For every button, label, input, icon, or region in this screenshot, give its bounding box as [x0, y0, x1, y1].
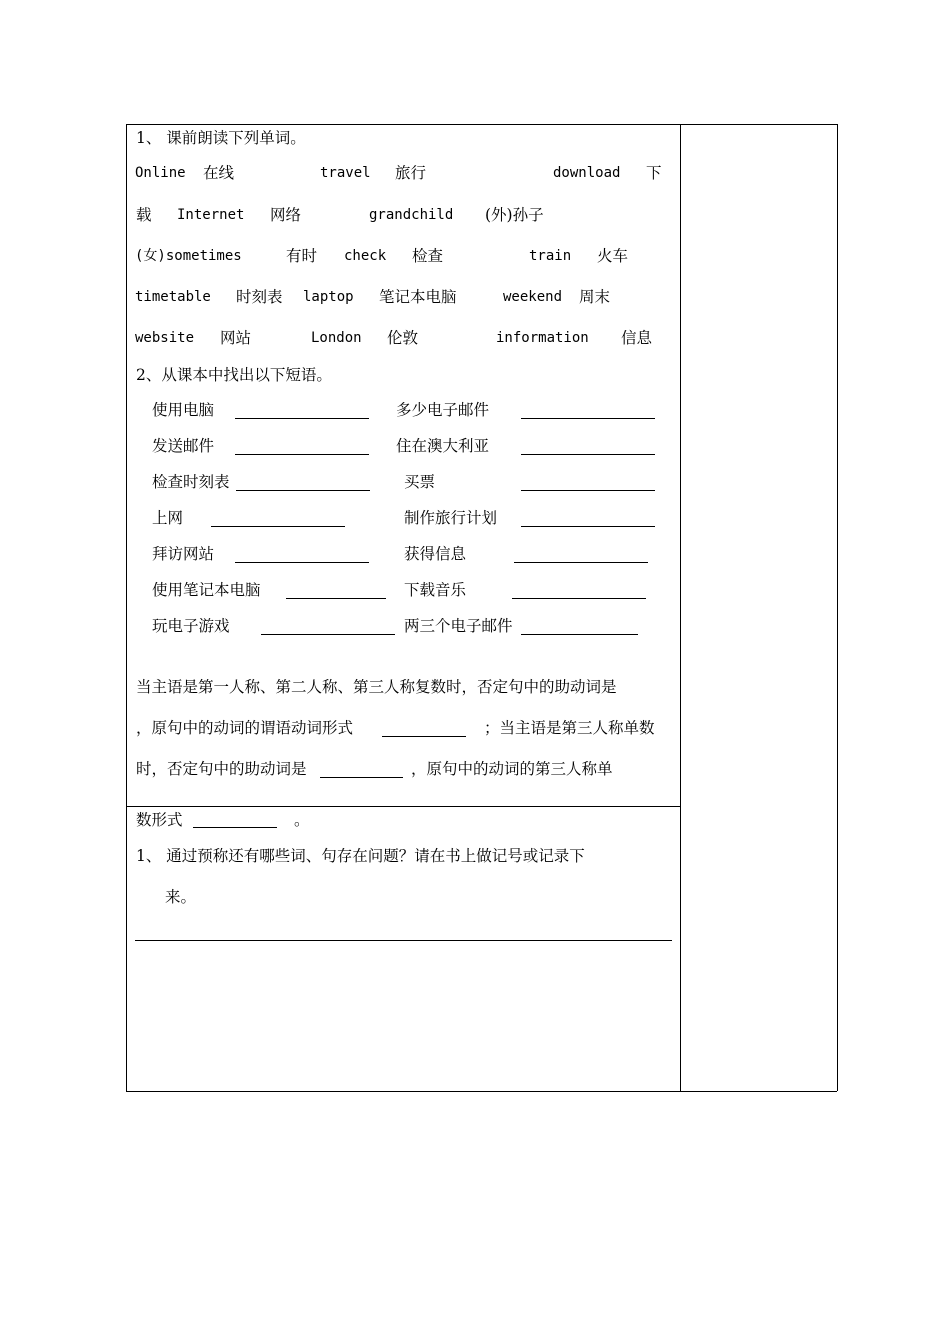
word: 时刻表	[236, 288, 283, 306]
answer-blank[interactable]	[514, 562, 648, 563]
table-column-divider	[680, 124, 681, 1091]
phrase: 制作旅行计划	[404, 509, 498, 527]
phrase: 玩电子游戏	[152, 617, 230, 635]
table-bottom-border	[126, 1091, 837, 1092]
word: weekend	[503, 289, 563, 305]
answer-blank[interactable]	[286, 598, 386, 599]
word: check	[344, 248, 387, 264]
word: travel	[320, 165, 371, 181]
word: 网站	[220, 329, 252, 347]
answer-blank[interactable]	[235, 562, 369, 563]
word: 伦敦	[387, 329, 419, 347]
table-left-border	[126, 124, 127, 1091]
phrase: 买票	[404, 473, 436, 491]
grammar-line: 时，否定句中的助动词是	[136, 760, 307, 778]
answer-blank[interactable]	[382, 736, 466, 737]
question-line: 来。	[165, 888, 197, 906]
answer-blank[interactable]	[261, 634, 395, 635]
section1-heading: 1、 课前朗读下列单词。	[136, 129, 306, 147]
word: Internet	[177, 207, 245, 223]
word: 笔记本电脑	[379, 288, 457, 306]
phrase: 获得信息	[404, 545, 467, 563]
answer-blank[interactable]	[521, 634, 638, 635]
phrase: 拜访网站	[152, 545, 215, 563]
phrase: 上网	[152, 509, 184, 527]
word: 火车	[597, 247, 629, 265]
answer-blank[interactable]	[521, 490, 655, 491]
answer-blank[interactable]	[320, 777, 403, 778]
answer-blank[interactable]	[211, 526, 345, 527]
answer-blank[interactable]	[521, 454, 655, 455]
word: 旅行	[395, 164, 427, 182]
word: download	[553, 165, 621, 181]
table-top-border	[126, 124, 837, 125]
answer-blank[interactable]	[235, 454, 369, 455]
word: train	[529, 248, 572, 264]
section2-heading: 2、从课本中找出以下短语。	[136, 366, 332, 384]
word: website	[135, 330, 195, 346]
phrase: 住在澳大利亚	[396, 437, 490, 455]
word: 周末	[579, 288, 611, 306]
grammar-line: 数形式	[136, 811, 183, 829]
word: London	[311, 330, 362, 346]
word: 有时	[286, 247, 318, 265]
answer-blank[interactable]	[193, 827, 277, 828]
word: 载	[136, 206, 152, 224]
phrase: 检查时刻表	[152, 473, 230, 491]
word: 下	[646, 164, 662, 182]
grammar-line: ，原句中的动词的谓语动词形式	[136, 719, 354, 737]
phrase: 使用电脑	[152, 401, 215, 419]
table-row-divider	[126, 806, 680, 807]
answer-blank[interactable]	[512, 598, 646, 599]
answer-blank[interactable]	[521, 526, 655, 527]
word: 检查	[412, 247, 444, 265]
word: grandchild	[369, 207, 454, 223]
answer-blank[interactable]	[236, 490, 370, 491]
word: laptop	[303, 289, 354, 305]
word: timetable	[135, 289, 211, 305]
phrase: 两三个电子邮件	[404, 617, 513, 635]
word: 在线	[203, 164, 235, 182]
word: Online	[135, 165, 186, 181]
word: 信息	[621, 329, 653, 347]
grammar-line: 。	[294, 811, 310, 829]
answer-line[interactable]	[135, 940, 672, 941]
phrase: 使用笔记本电脑	[152, 581, 261, 599]
phrase: 多少电子邮件	[396, 401, 490, 419]
word: (外)孙子	[485, 206, 544, 224]
phrase: 发送邮件	[152, 437, 215, 455]
answer-blank[interactable]	[521, 418, 655, 419]
grammar-line: 当主语是第一人称、第二人称、第三人称复数时，否定句中的助动词是	[136, 678, 617, 696]
phrase: 下载音乐	[404, 581, 467, 599]
answer-blank[interactable]	[235, 418, 369, 419]
word: (女)sometimes	[135, 248, 242, 264]
grammar-line: ；当主语是第三人称单数	[484, 719, 655, 737]
question-line: 1、 通过预称还有哪些词、句存在问题？请在书上做记号或记录下	[136, 847, 585, 865]
grammar-line: ，原句中的动词的第三人称单	[411, 760, 613, 778]
word: 网络	[270, 206, 302, 224]
word: information	[496, 330, 589, 346]
table-right-border	[837, 124, 838, 1091]
